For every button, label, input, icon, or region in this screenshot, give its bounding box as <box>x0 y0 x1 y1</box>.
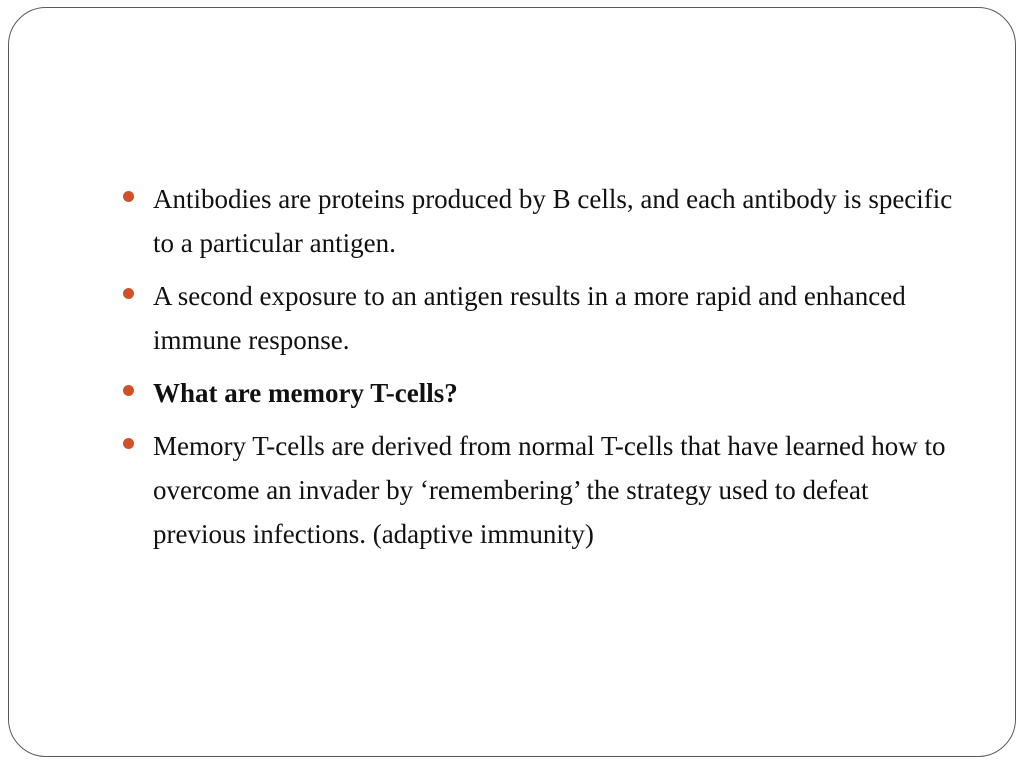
bullet-list <box>123 177 953 565</box>
bullet-item-question <box>123 371 953 415</box>
bullet-dot-icon <box>123 438 134 449</box>
bullet-dot-icon <box>123 385 134 396</box>
bullet-text: Memory T-cells are derived from normal T-cells that have learned how to overcome an invader by ‘remembering’ the strategy used to defeat previous infections. (adaptive immunity) <box>153 431 946 549</box>
slide-frame <box>8 7 1016 757</box>
bullet-text: A second exposure to an antigen results in a more rapid and enhanced immune response. <box>153 281 906 355</box>
bullet-text: What are memory T-cells? <box>153 378 458 408</box>
bullet-dot-icon <box>123 288 134 299</box>
bullet-item-second-exposure <box>123 274 953 362</box>
bullet-dot-icon <box>123 191 134 202</box>
bullet-text: Antibodies are proteins produced by B cells, and each antibody is specific to a particular antigen. <box>153 184 953 258</box>
bullet-item-antibodies <box>123 177 953 265</box>
bullet-item-memory-t-cells <box>123 424 953 556</box>
